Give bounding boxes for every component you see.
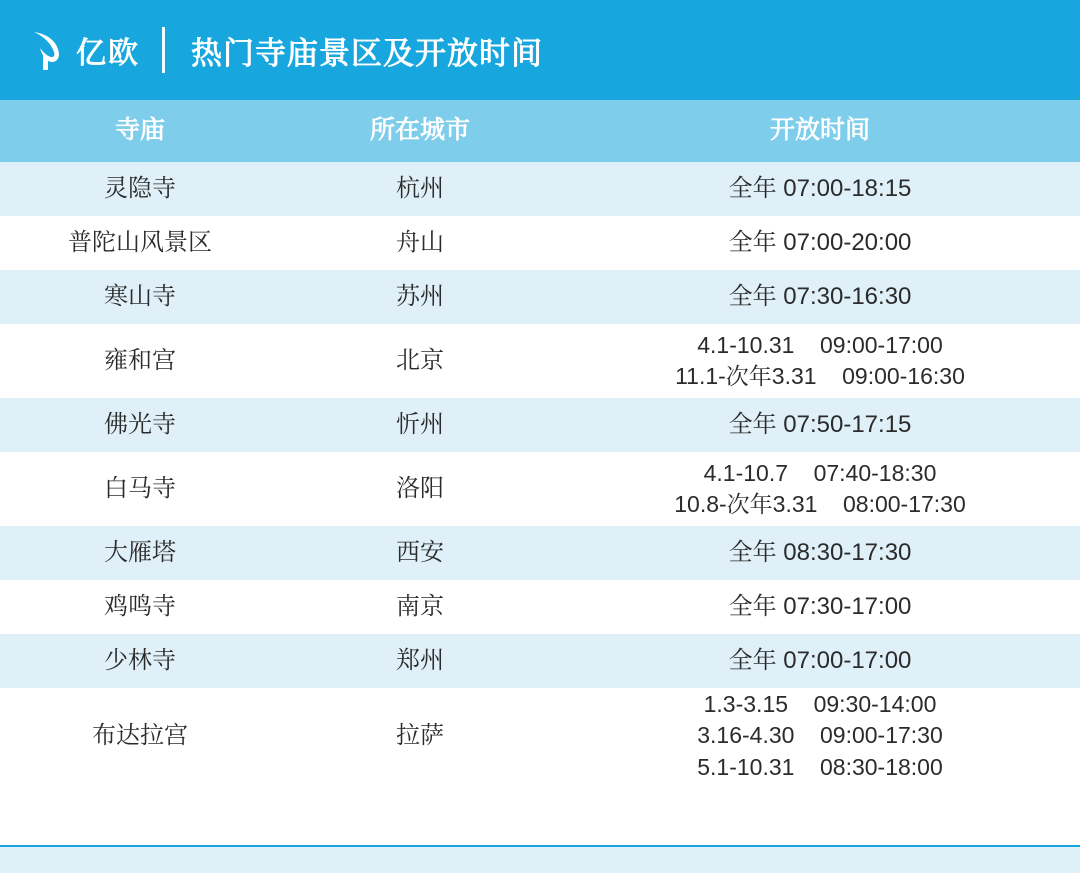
table-row — [0, 162, 1080, 216]
cell-temple: 少林寺 — [104, 646, 176, 674]
cell-city: 舟山 — [396, 228, 444, 256]
hours-line: 11.1-次年3.31 09:00-16:30 — [675, 363, 965, 389]
table-row — [0, 452, 1080, 526]
table-body — [0, 162, 1080, 784]
cell-city: 郑州 — [396, 646, 444, 674]
cell-city: 西安 — [396, 538, 444, 566]
cell-hours — [560, 173, 1080, 205]
temples-table — [0, 100, 1080, 784]
table-row — [0, 398, 1080, 452]
hours-line: 全年 07:00-20:00 — [728, 228, 912, 256]
hours-line: 5.1-10.31 08:30-18:00 — [697, 753, 943, 780]
cell-hours — [560, 409, 1080, 441]
cell-city: 北京 — [396, 346, 444, 374]
hours-line: 1.3-3.15 09:30-14:00 — [703, 691, 937, 718]
brand-name: 亿欧 — [76, 37, 140, 70]
cell-hours — [560, 689, 1080, 782]
hours-line: 全年 07:00-17:00 — [728, 646, 912, 674]
table-row — [0, 216, 1080, 270]
cell-temple: 佛光寺 — [104, 410, 176, 438]
cell-hours — [560, 537, 1080, 569]
table-row — [0, 634, 1080, 688]
hours-line: 全年 07:50-17:15 — [728, 410, 912, 438]
cell-temple: 白马寺 — [104, 474, 176, 502]
cell-city: 杭州 — [396, 174, 444, 202]
table-header-row — [0, 100, 1080, 162]
cell-temple: 寒山寺 — [104, 282, 176, 310]
column-header-city: 所在城市 — [369, 116, 470, 145]
cell-hours — [560, 227, 1080, 259]
page-title: 热门寺庙景区及开放时间 — [191, 35, 543, 71]
cell-hours — [560, 281, 1080, 313]
brand-logo — [28, 28, 140, 72]
cell-city: 洛阳 — [396, 474, 444, 502]
hours-line: 10.8-次年3.31 08:00-17:30 — [674, 491, 966, 517]
table-row — [0, 270, 1080, 324]
hours-line: 4.1-10.7 07:40-18:30 — [703, 459, 937, 486]
cell-temple: 鸡鸣寺 — [104, 592, 176, 620]
cell-temple: 大雁塔 — [104, 538, 176, 566]
cell-city: 忻州 — [396, 410, 444, 438]
cell-city: 拉萨 — [396, 721, 444, 749]
table-row — [0, 526, 1080, 580]
hours-line: 3.16-4.30 09:00-17:30 — [697, 722, 943, 749]
cell-hours — [560, 645, 1080, 677]
cell-hours — [560, 330, 1080, 392]
cell-temple: 雍和宫 — [104, 346, 176, 374]
yiou-leaf-logo-icon — [28, 28, 68, 72]
hours-line: 全年 07:00-18:15 — [728, 174, 912, 202]
column-header-hours: 开放时间 — [769, 116, 870, 145]
cell-temple: 布达拉宫 — [92, 721, 188, 749]
column-header-temple: 寺庙 — [114, 116, 165, 145]
table-row — [0, 324, 1080, 398]
cell-hours — [560, 458, 1080, 520]
hours-line: 全年 08:30-17:30 — [728, 538, 912, 566]
cell-city: 苏州 — [396, 282, 444, 310]
cell-city: 南京 — [396, 592, 444, 620]
footer-bar — [0, 845, 1080, 873]
cell-hours — [560, 591, 1080, 623]
table-row — [0, 580, 1080, 634]
hours-line: 全年 07:30-17:00 — [728, 592, 912, 620]
hours-line: 全年 07:30-16:30 — [728, 282, 912, 310]
cell-temple: 灵隐寺 — [104, 174, 176, 202]
header-divider — [162, 27, 165, 73]
table-row — [0, 688, 1080, 784]
page-header — [0, 0, 1080, 100]
hours-line: 4.1-10.31 09:00-17:00 — [697, 331, 943, 358]
bottom-spacer — [0, 784, 1080, 798]
cell-temple: 普陀山风景区 — [68, 228, 212, 256]
